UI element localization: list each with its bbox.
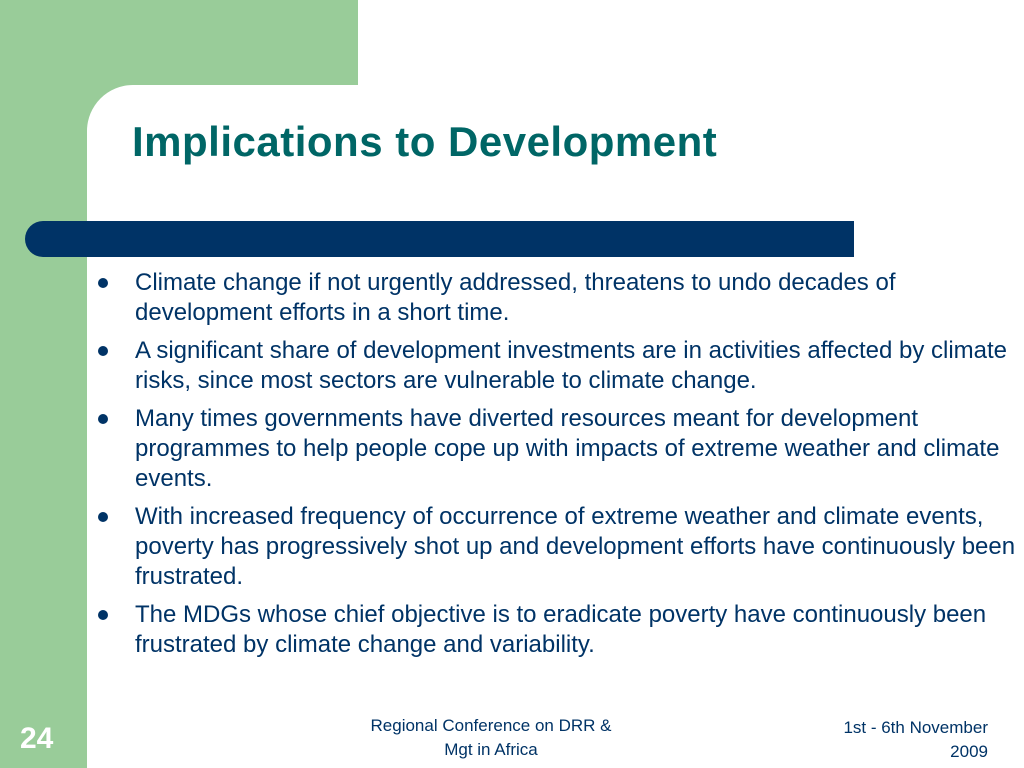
footer-conference — [340, 714, 642, 762]
bullet-item — [96, 404, 1016, 494]
title-underline-bar — [25, 221, 854, 257]
bullet-dot-icon — [98, 512, 108, 522]
bullet-item — [96, 502, 1016, 592]
bullet-text: With increased frequency of occurrence of extreme weather and climate events, poverty has progressively shot up and development efforts have continuously been frustrated. — [135, 503, 1016, 590]
footer-conference-line1: Regional Conference on DRR & — [370, 716, 612, 735]
bullet-item — [96, 336, 1016, 396]
slide-number: 24 — [20, 722, 54, 755]
bullet-text: The MDGs whose chief objective is to eradicate poverty have continuously been frustrated by climate change and variability. — [135, 601, 987, 658]
footer-date-line2: 2009 — [950, 742, 988, 761]
footer-date-line1: 1st - 6th November — [843, 718, 988, 737]
bullet-text: A significant share of development investments are in activities affected by climate risks, since most sectors are vulnerable to climate change. — [135, 337, 1008, 394]
footer-conference-line2: Mgt in Africa — [444, 740, 538, 759]
bullet-list — [96, 268, 1016, 668]
bullet-item — [96, 268, 1016, 328]
bullet-dot-icon — [98, 414, 108, 424]
bullet-dot-icon — [98, 346, 108, 356]
bullet-text: Many times governments have diverted resources meant for development programmes to help people cope up with impacts of extreme weather and climate events. — [135, 405, 1000, 492]
slide-title: Implications to Development — [132, 118, 718, 165]
bullet-text: Climate change if not urgently addressed, threatens to undo decades of development efforts in a short time. — [135, 269, 896, 326]
bullet-dot-icon — [98, 278, 108, 288]
bullet-item — [96, 600, 1016, 660]
footer-date — [780, 716, 988, 764]
bullet-dot-icon — [98, 610, 108, 620]
